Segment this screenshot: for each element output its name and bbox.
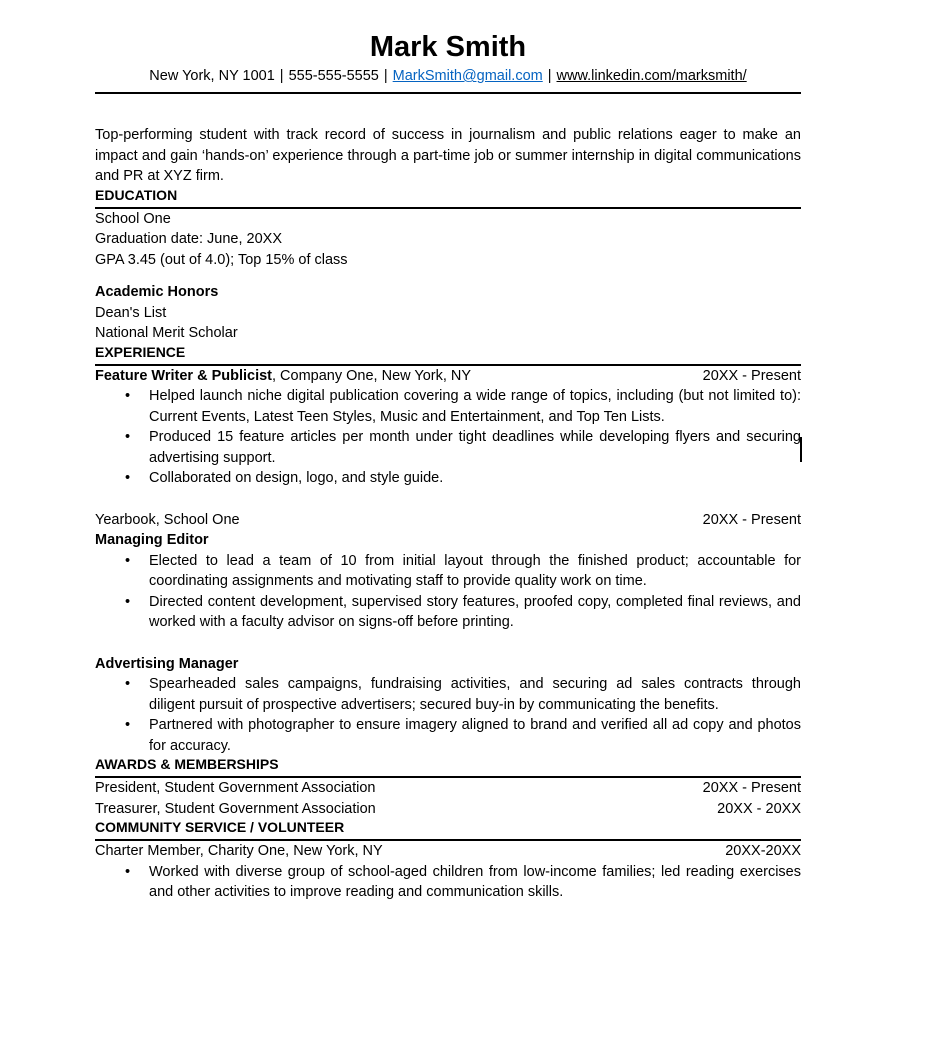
summary-paragraph: Top-performing student with track record of success in journalism and public relations eager to make an impact and gain ‘hands-on’ experience through a part-time job or summer internship in digital communications and PR at XYZ firm. [95, 127, 801, 184]
contact-separator: | [547, 68, 552, 84]
award-row [95, 778, 801, 799]
job-org-line: Yearbook, School One [95, 511, 240, 528]
contact-line [95, 67, 801, 94]
section-heading-experience: EXPERIENCE [95, 344, 801, 366]
bullet-item [95, 427, 801, 468]
job-dates: 20XX - Present [702, 511, 801, 528]
honors-item: Dean's List [95, 304, 167, 321]
education-gpa: GPA 3.45 (out of 4.0); Top 15% of class [95, 251, 348, 268]
bullet-text: Elected to lead a team of 10 from initial layout through the finished product; accountable for coordinating assignments and motivating staff to provide quality work on time. [149, 552, 801, 589]
award-title: President, Student Government Association [95, 780, 376, 796]
honors-item: National Merit Scholar [95, 325, 238, 341]
linkedin-link[interactable]: www.linkedin.com/marksmith/ [556, 68, 747, 84]
job-title-line [95, 366, 471, 387]
contact-location: New York, NY 1001 [149, 68, 275, 84]
bullet-item [95, 862, 801, 903]
section-heading-community: COMMUNITY SERVICE / VOLUNTEER [95, 819, 801, 841]
community-role-row [95, 841, 801, 862]
bullet-text: Produced 15 feature articles per month under tight deadlines while developing flyers and securing advertising support. [149, 429, 801, 466]
contact-phone: 555-555-5555 [288, 68, 379, 84]
award-dates: 20XX - 20XX [717, 800, 801, 817]
bullet-text: Partnered with photographer to ensure imagery aligned to brand and verified all ad copy and photos for accuracy. [149, 717, 801, 754]
bullet-marker: • [125, 863, 131, 880]
education-graduation-date: Graduation date: June, 20XX [95, 231, 283, 247]
bullet-text: Spearheaded sales campaigns, fundraising activities, and securing ad sales contracts through diligent pursuit of prospective advertisers; secured buy-in by communicating the benefits. [149, 676, 801, 713]
honors-heading: Academic Honors [95, 284, 219, 300]
bullet-item [95, 386, 801, 427]
job-title-suffix: , Company One, New York, NY [272, 367, 472, 384]
award-title: Treasurer, Student Government Association [95, 800, 376, 817]
bullet-item [95, 715, 801, 756]
bullet-item [95, 592, 801, 633]
document-content [95, 0, 801, 903]
bullet-text: Collaborated on design, logo, and style guide. [149, 470, 444, 486]
community-role: Charter Member, Charity One, New York, NY [95, 843, 383, 859]
bullet-text: Directed content development, supervised story features, proofed copy, completed final reviews, and worked with a faculty advisor on signs-off before printing. [149, 593, 801, 630]
job-dates: 20XX - Present [702, 367, 801, 384]
section-heading-awards: AWARDS & MEMBERSHIPS [95, 756, 801, 778]
job-header [95, 366, 801, 387]
bullet-item [95, 551, 801, 592]
person-name: Mark Smith [369, 31, 527, 63]
bullet-marker: • [125, 593, 131, 610]
bullet-marker: • [125, 717, 131, 733]
community-dates: 20XX-20XX [725, 843, 801, 859]
bullet-item [95, 468, 801, 489]
bullet-marker: • [125, 552, 131, 569]
bullet-text: Worked with diverse group of school-aged children from low-income families; led reading exercises and other activities to improve reading and communication skills. [149, 863, 801, 900]
job-header [95, 510, 801, 531]
job-role: Advertising Manager [95, 655, 239, 672]
award-dates: 20XX - Present [702, 780, 801, 796]
contact-separator: | [383, 68, 388, 84]
job-title: Feature Writer & Publicist [95, 367, 272, 384]
bullet-marker: • [125, 676, 131, 692]
bullet-item [95, 674, 801, 715]
section-heading-education: EDUCATION [95, 187, 801, 209]
bullet-marker: • [125, 470, 131, 486]
bullet-text: Helped launch niche digital publication covering a wide range of topics, including (but not limited to): Current Events, Latest Teen Styles, Music and Entertainment, and Top Ten Lists. [149, 388, 801, 425]
job-role: Managing Editor [95, 532, 209, 548]
bullet-marker: • [125, 388, 131, 404]
education-school: School One [95, 210, 171, 227]
contact-separator: | [279, 68, 284, 84]
bullet-marker: • [125, 429, 131, 445]
award-row [95, 799, 801, 820]
email-link[interactable]: MarkSmith@gmail.com [392, 68, 543, 84]
